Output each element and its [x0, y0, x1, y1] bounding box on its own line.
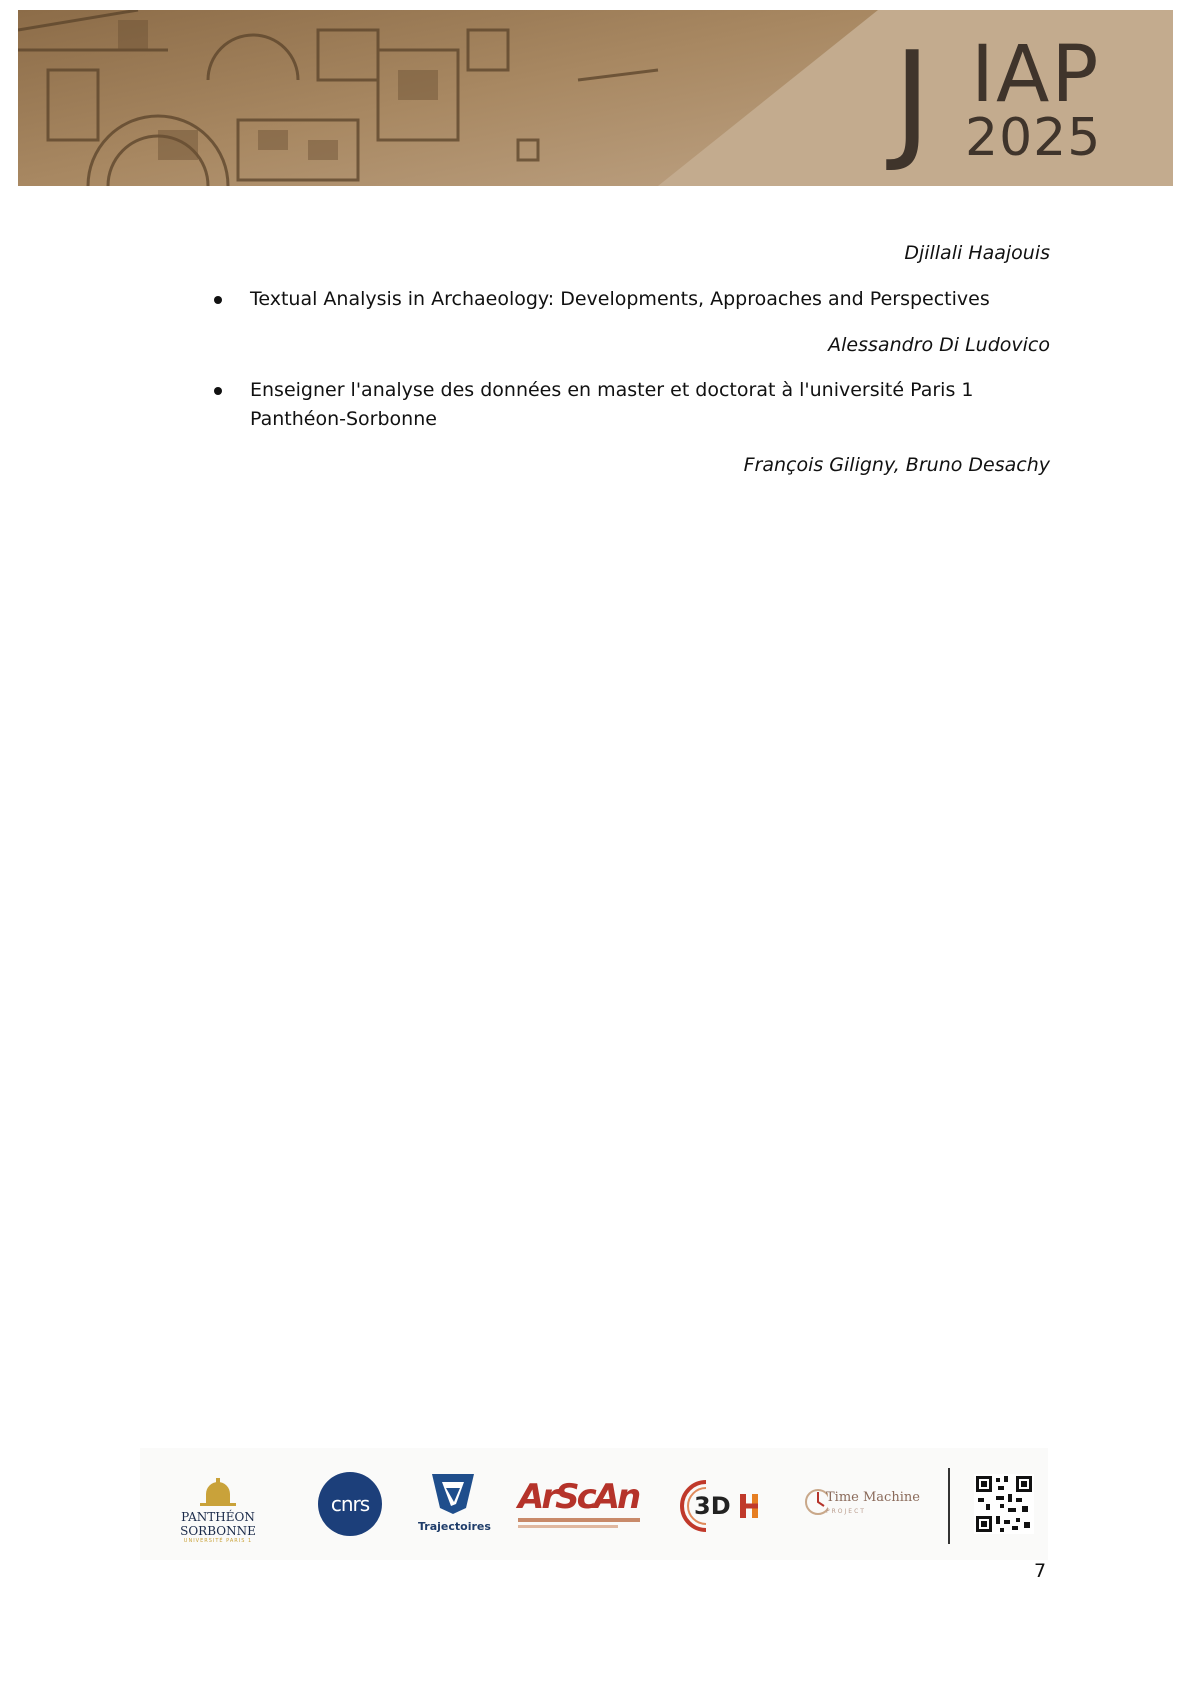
footer-divider: [948, 1468, 950, 1544]
trajectoires-text: Trajectoires: [418, 1520, 491, 1533]
logo-letter-j: J: [893, 23, 928, 175]
logo-year: 2025: [965, 108, 1102, 168]
time-machine-logo: [804, 1482, 920, 1526]
qr-code-icon: [974, 1474, 1034, 1534]
qr-code[interactable]: [974, 1474, 1034, 1534]
time-machine-text: Time Machine: [826, 1490, 920, 1505]
author-line: Djillali Haajouis: [904, 242, 1050, 264]
clock-icon: [804, 1482, 828, 1522]
jiap-logo: [893, 23, 1133, 175]
author-line: Alessandro Di Ludovico: [828, 334, 1050, 356]
arscan-text: ArScAn: [518, 1477, 639, 1517]
pantheon-name: PANTHÉON SORBONNE: [180, 1510, 256, 1538]
pantheon-sub: UNIVERSITÉ PARIS 1: [183, 1538, 253, 1544]
trajectoires-icon: [418, 1470, 488, 1516]
arscan-logo: [518, 1478, 640, 1534]
bullet-icon: [214, 296, 222, 304]
partner-logos-strip: [140, 1448, 1048, 1560]
bullet-icon: [214, 387, 222, 395]
cnrs-text: cnrs: [330, 1492, 370, 1516]
cnrs-logo: [318, 1472, 382, 1536]
talk-title: Enseigner l'analyse des données en master et doctorat à l'université Paris 1 Panthéon-Sorbonne: [250, 379, 974, 430]
pantheon-sorbonne-logo: [148, 1476, 288, 1544]
author-line: François Giligny, Bruno Desachy: [743, 454, 1050, 476]
talk-title: Textual Analysis in Archaeology: Developments, Approaches and Perspectives: [250, 288, 990, 310]
page-number: 7: [1034, 1560, 1047, 1582]
3d-text: 3D: [694, 1492, 731, 1520]
3d-hn-logo: [676, 1476, 768, 1536]
header-banner: [18, 10, 1173, 186]
trajectoires-logo: [418, 1470, 491, 1542]
time-machine-sub: PROJECT: [826, 1508, 866, 1515]
dome-icon: [148, 1476, 288, 1506]
arscan-subtitle-bar: [518, 1518, 640, 1522]
logo-text-iap: IAP: [971, 30, 1101, 120]
arscan-subtitle-bar: [518, 1525, 618, 1528]
